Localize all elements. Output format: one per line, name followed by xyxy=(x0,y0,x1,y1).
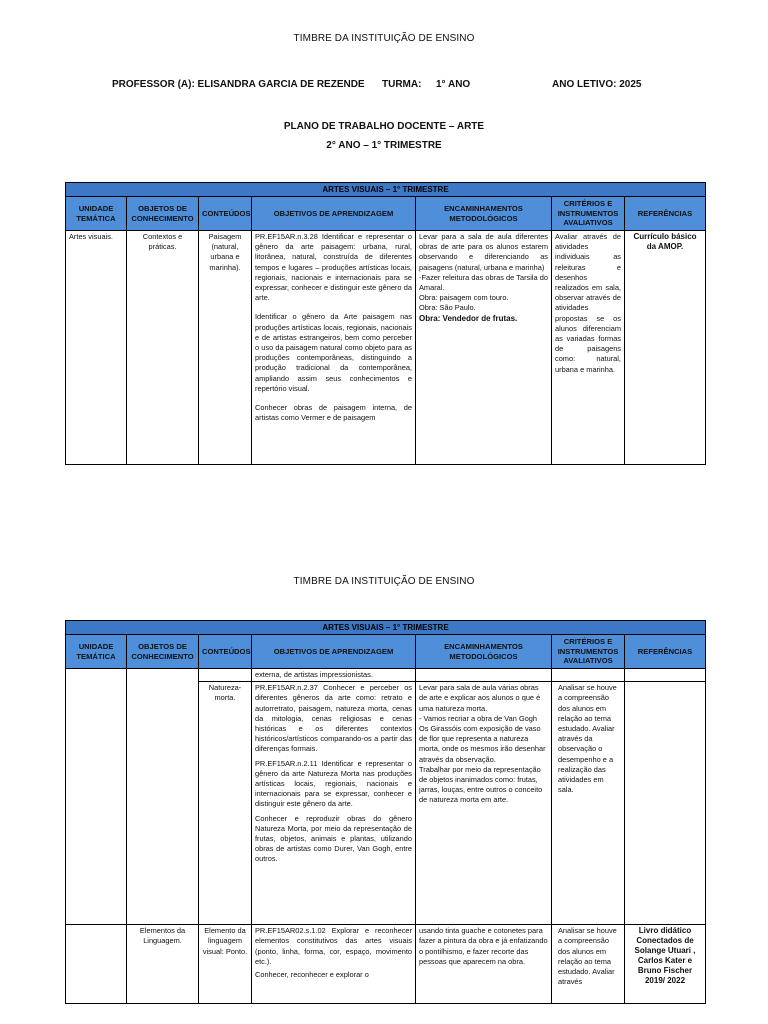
cell-objetivos xyxy=(252,925,416,1004)
cell-objetos xyxy=(127,669,199,925)
col-conteudos: CONTEÚDOS xyxy=(199,635,252,669)
objetivo-paragraph: Conhecer, reconhecer e explorar o xyxy=(255,970,369,980)
encaminhamento-line: -Fazer releitura das obras de Tarsila do Amaral. xyxy=(419,272,548,293)
cell-conteudos xyxy=(199,669,252,682)
cell-encaminhamentos xyxy=(416,669,552,682)
col-encaminhamentos: ENCAMINHAMENTOS METODOLÓGICOS xyxy=(416,635,552,669)
col-criterios: CRITÉRIOS E INSTRUMENTOS AVALIATIVOS xyxy=(552,197,625,231)
section-header: ARTES VISUAIS – 1° TRIMESTRE xyxy=(66,183,706,197)
cell-objetivos xyxy=(252,682,416,925)
section-header: ARTES VISUAIS – 1° TRIMESTRE xyxy=(66,621,706,635)
plan-table-page1 xyxy=(65,182,706,465)
cell-criterios: Analisar se houve a compreensão dos alunos em relação ao tema estudado. Avaliar através da observação o desempenho e a realização das atividades em sala. xyxy=(552,682,625,925)
objetivo-paragraph: PR.EF15AR02.s.1.02 Explorar e reconhecer elementos constitutivos das artes visuais (ponto, linha, forma, cor, espaço, movimento etc.). xyxy=(255,926,412,966)
cell-objetivos xyxy=(252,231,416,465)
cell-referencias xyxy=(625,669,706,682)
col-referencias: REFERÊNCIAS xyxy=(625,197,706,231)
cell-criterios: Avaliar através de atividades individuais as releituras e desenhos realizados em sala, observar através de atividades propostas se os alunos diferenciam as variadas formas de paisagens como: natural, urbana e marinha. xyxy=(552,231,625,465)
objetivo-paragraph: PR.EF15AR.n.2.11 Identificar e representar o gênero da arte Natureza Morta nas produções artísticas locais, regionais, nacionais e internacionais para se expressar, conhecer e distinguir este gênero da arte. xyxy=(255,758,412,809)
plan-title: PLANO DE TRABALHO DOCENTE – ARTE xyxy=(283,121,485,132)
cell-unidade xyxy=(66,669,127,925)
cell-referencias: Livro didático Conectados de Solange Utuari , Carlos Kater e Bruno Fischer 2019/ 2022 xyxy=(625,925,706,1004)
cell-unidade xyxy=(66,925,127,1004)
encaminhamento-line: Trabalhar por meio da representação de objetos inanimados como: frutas, jarras, louças, entre outros o conceito de natureza morta em arte. xyxy=(419,764,543,805)
col-objetivos: OBJETIVOS DE APRENDIZAGEM xyxy=(252,197,416,231)
col-unidade-tematica: UNIDADE TEMÁTICA xyxy=(66,197,127,231)
col-objetos: OBJETOS DE CONHECIMENTO xyxy=(127,635,199,669)
cell-conteudos: Paisagem (natural, urbana e marinha). xyxy=(199,231,252,465)
turma-label: TURMA: xyxy=(382,79,422,90)
objetivo-paragraph: Conhecer e reproduzir obras do gênero Natureza Morta, por meio da representação de frutas, objetos, animais e plantas, utilizando obras de artistas como Durer, Van Gogh, entre outros. xyxy=(255,813,412,864)
timbre-header-page2: TIMBRE DA INSTITUIÇÃO DE ENSINO xyxy=(293,576,475,587)
objetivo-paragraph: PR.EF15AR.n.3.28 Identificar e representar o gênero da arte paisagem: urbana, rural, litorânea, natural, construída de diferentes tempos e lugares – produções artísticas locais, regionais, nacionais e internacionais para se expressar, conhecer e distinguir este gênero da arte. xyxy=(255,232,412,303)
cell-criterios xyxy=(552,669,625,682)
col-encaminhamentos: ENCAMINHAMENTOS METODOLÓGICOS xyxy=(416,197,552,231)
encaminhamento-line: Levar para sala de aula várias obras de arte e explicar aos alunos o que é uma natureza morta. xyxy=(419,683,541,713)
col-criterios: CRITÉRIOS E INSTRUMENTOS AVALIATIVOS xyxy=(552,635,625,669)
col-unidade-tematica: UNIDADE TEMÁTICA xyxy=(66,635,127,669)
encaminhamento-bold-line: Obra: Vendedor de frutas. xyxy=(419,313,518,323)
cell-objetos: Contextos e práticas. xyxy=(127,231,199,465)
objetivo-paragraph: Identificar o gênero da Arte paisagem nas produções artísticas locais, regionais, nacionais e de artistas estrangeiros, bem como perceber o uso da paisagem natural como objeto para as produções contemporâneas, distinguindo a produção tradicional da contemporânea, ampliando assim seus conhecimentos e repertório visual. xyxy=(255,312,412,393)
encaminhamento-line: Levar para a sala de aula diferentes obras de arte para os alunos estarem observando e diferenciando as paisagens (natural, urbana e marinha) xyxy=(419,232,548,272)
cell-encaminhamentos xyxy=(416,682,552,925)
plan-table-page2 xyxy=(65,620,706,1004)
table-row xyxy=(66,669,706,682)
col-conteudos: CONTEÚDOS xyxy=(199,197,252,231)
cell-encaminhamentos: usando tinta guache e cotonetes para fazer a pintura da obra e já enfatizando o pontilhismo, e fazer recorte das pessoas que aparecem na obra. xyxy=(416,925,552,1004)
cell-continuation: externa, de artistas impressionistas. xyxy=(252,669,416,682)
col-objetos: OBJETOS DE CONHECIMENTO xyxy=(127,197,199,231)
table-row xyxy=(66,925,706,1004)
professor-label: PROFESSOR (A): ELISANDRA GARCIA DE REZENDE xyxy=(112,79,365,90)
cell-encaminhamentos xyxy=(416,231,552,465)
cell-criterios: Analisar se houve a compreensão dos alunos em relação ao tema estudado. Avaliar através xyxy=(552,925,625,1004)
encaminhamento-line: Obra: São Paulo. xyxy=(419,303,476,313)
cell-referencias: Currículo básico da AMOP. xyxy=(625,231,706,465)
objetivo-paragraph: PR.EF15AR.n.2.37 Conhecer e perceber os diferentes gêneros da arte como: retrato e autorretrato, paisagem, natureza morta, cenas da mitologia, cenas religiosas e cenas históricas e os diferentes contextos históricos/artísticos comparando-os a partir das diferenças formais. xyxy=(255,683,412,754)
objetivo-paragraph: Conhecer obras de paisagem interna, de artistas como Vermer e de paisagem xyxy=(255,403,412,423)
cell-conteudos: Elemento da linguagem visual: Ponto. xyxy=(199,925,252,1004)
col-objetivos: OBJETIVOS DE APRENDIZAGEM xyxy=(252,635,416,669)
plan-subtitle: 2° ANO – 1° TRIMESTRE xyxy=(326,140,442,151)
timbre-header: TIMBRE DA INSTITUIÇÃO DE ENSINO xyxy=(293,33,475,44)
table-row xyxy=(66,231,706,465)
cell-objetos: Elementos da Linguagem. xyxy=(127,925,199,1004)
cell-unidade: Artes visuais. xyxy=(66,231,127,465)
cell-conteudos: Natureza-morta. xyxy=(199,682,252,925)
ano-letivo: ANO LETIVO: 2025 xyxy=(552,79,642,90)
encaminhamento-line: Obra: paisagem com touro. xyxy=(419,293,509,303)
encaminhamento-line: - Vamos recriar a obra de Van Gogh Os Girassóis com exposição de vaso de flor que representa a natureza morta, onde os mesmos irão desenhar através da observação. xyxy=(419,713,546,764)
col-referencias: REFERÊNCIAS xyxy=(625,635,706,669)
cell-referencias xyxy=(625,682,706,925)
turma-value: 1° ANO xyxy=(436,79,471,90)
